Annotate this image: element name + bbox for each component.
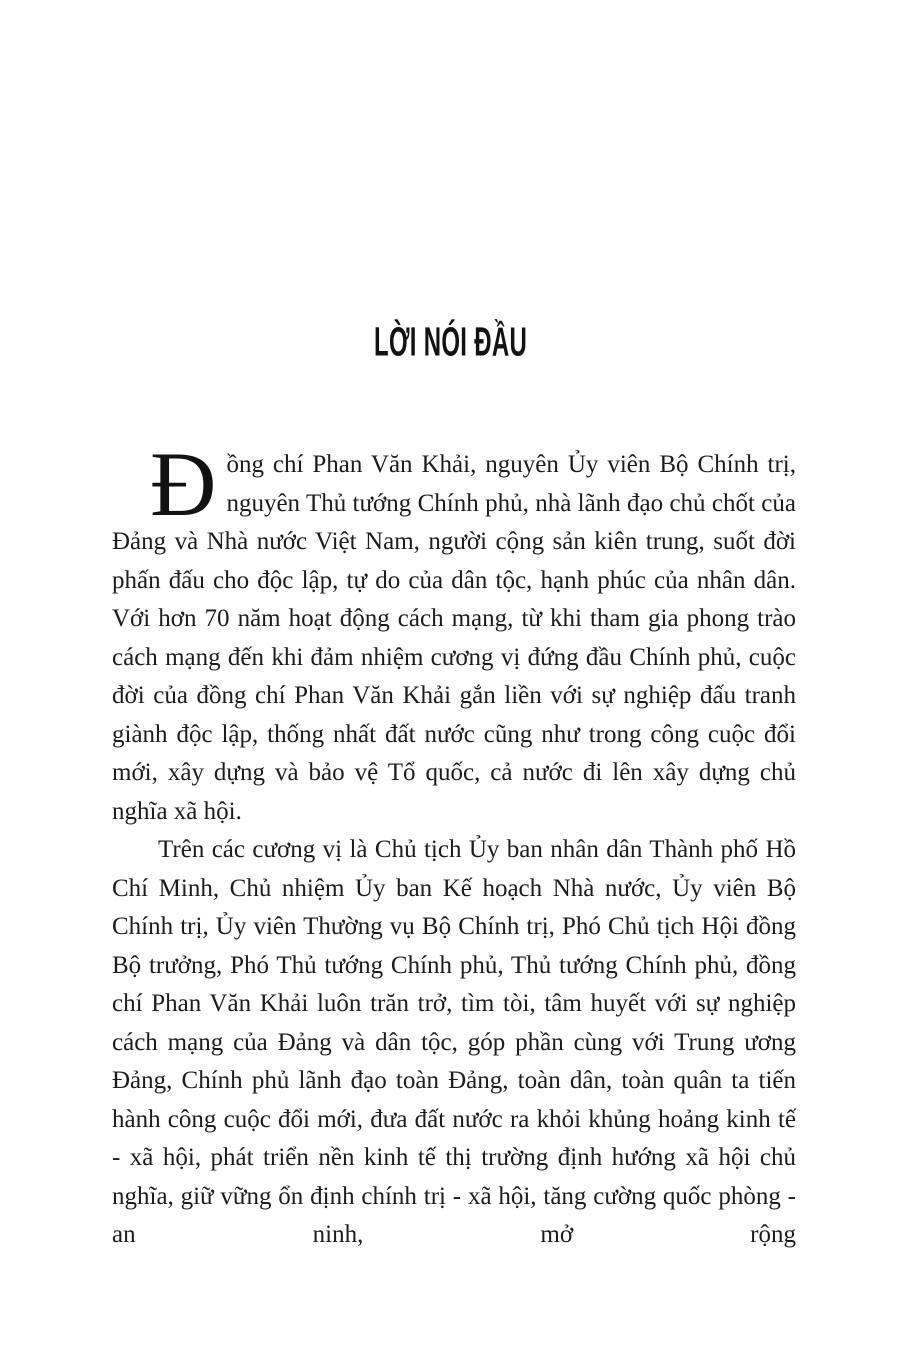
paragraph-1-text: ồng chí Phan Văn Khải, nguyên Ủy viên Bộ Chính trị, nguyên Thủ tướng Chính phủ, nhà lãnh đạo chủ chốt của Đảng và Nhà nước Việt Nam, người cộng sản kiên trung, suốt đời phấn đấu cho độc lập, tự do của dân tộc, hạnh phúc của nhân dân. Với hơn 70 năm hoạt động cách mạng, từ khi tham gia phong trào cách mạng đến khi đảm nhiệm cương vị đứng đầu Chính phủ, cuộc đời của đồng chí Phan Văn Khải gắn liền với sự nghiệp đấu tranh giành độc lập, thống nhất đất nước cũng như trong công cuộc đổi mới, xây dựng và bảo vệ Tổ quốc, cả nước đi lên xây dựng chủ nghĩa xã hội. xyxy=(112,451,796,825)
body-text xyxy=(112,433,796,1255)
chapter-title: LỜI NÓI ĐẦU xyxy=(373,319,528,365)
paragraph-2: Trên các cương vị là Chủ tịch Ủy ban nhân dân Thành phố Hồ Chí Minh, Chủ nhiệm Ủy ban Kế hoạch Nhà nước, Ủy viên Bộ Chính trị, Ủy viên Thường vụ Bộ Chính trị, Phó Chủ tịch Hội đồng Bộ trưởng, Phó Thủ tướng Chính phủ, Thủ tướng Chính phủ, đồng chí Phan Văn Khải luôn trăn trở, tìm tòi, tâm huyết với sự nghiệp cách mạng của Đảng và dân tộc, góp phần cùng với Trung ương Đảng, Chính phủ lãnh đạo toàn Đảng, toàn dân, toàn quân ta tiến hành công cuộc đổi mới, đưa đất nước ra khỏi khủng hoảng kinh tế - xã hội, phát triển nền kinh tế thị trường định hướng xã hội chủ nghĩa, giữ vững ổn định chính trị - xã hội, tăng cường quốc phòng - an ninh, mở rộng xyxy=(112,836,796,1248)
paragraph-1 xyxy=(112,433,796,831)
chapter-title-wrap xyxy=(0,320,901,364)
dropcap-letter: Đ xyxy=(150,433,217,535)
